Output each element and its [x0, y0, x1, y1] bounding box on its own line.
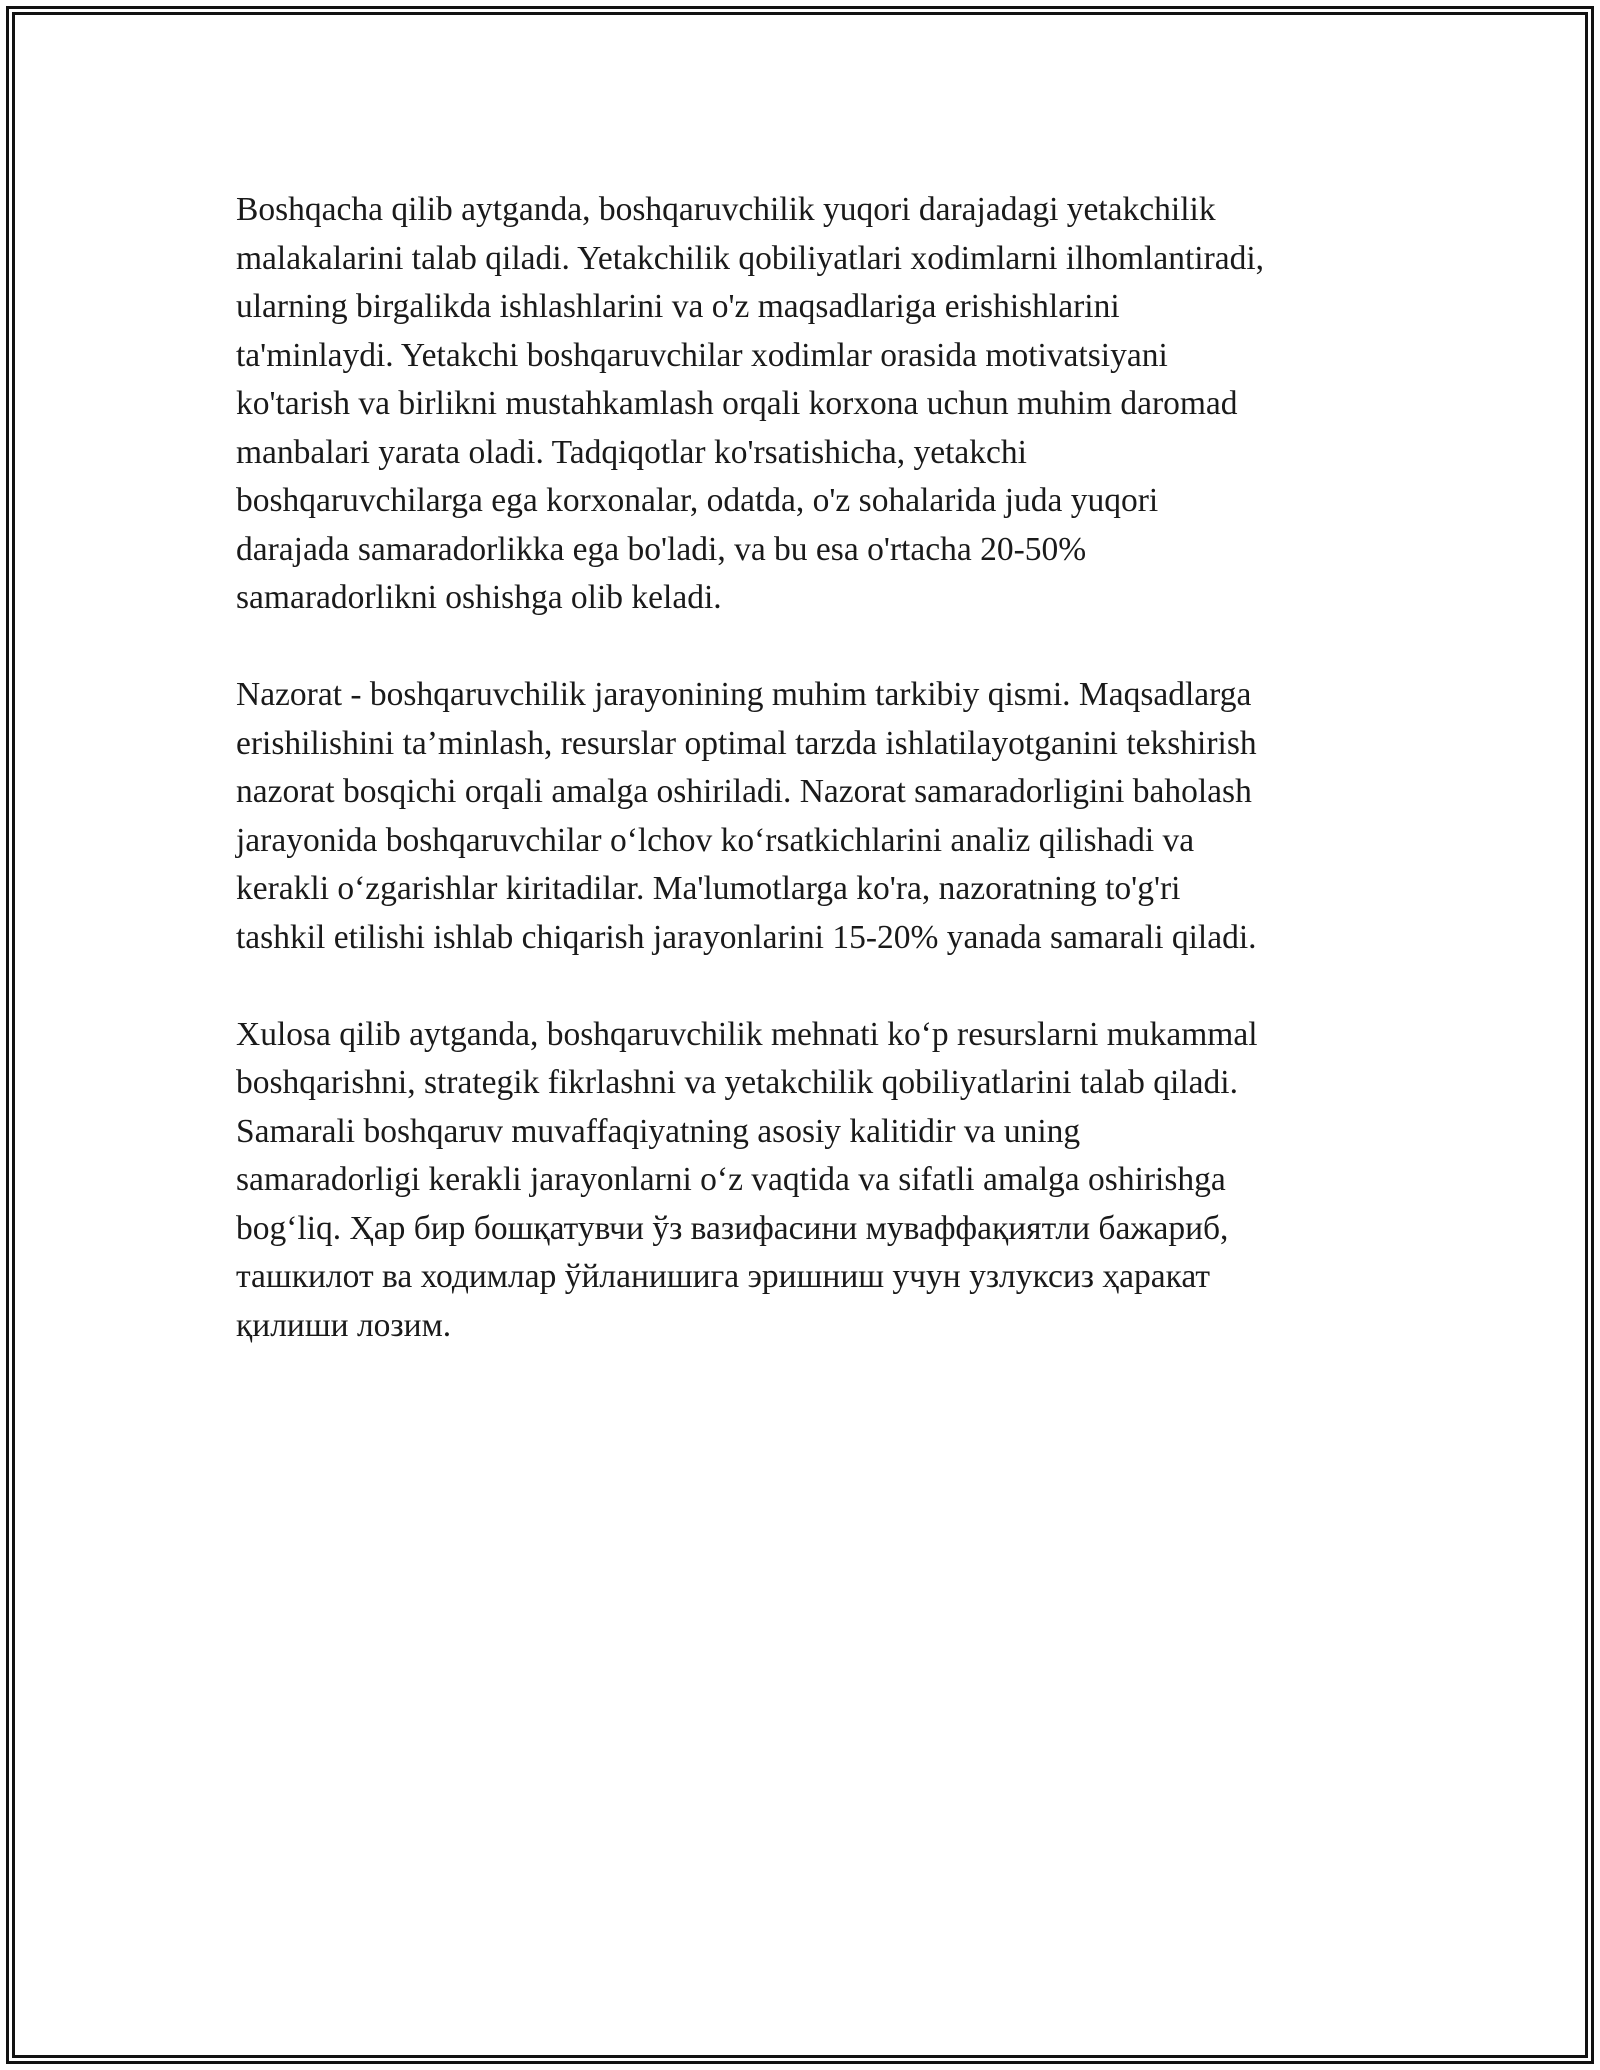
paragraph-leadership: Boshqacha qilib aytganda, boshqaruvchilik yuqori darajadagi yetakchilik malakalarini talab qiladi. Yetakchilik qobiliyatlari xodimlarni ilhomlantiradi, ularning birgalikda ishlashlarini va o'z maqsadlariga erishishlarini ta'minlaydi. Yetakchi boshqaruvchilar xodimlar orasida motivatsiyani ko'tarish va birlikni mustahkamlash orqali korxona uchun muhim daromad manbalari yarata oladi. Tadqiqotlar ko'rsatishicha, yetakchi boshqaruvchilarga ega korxonalar, odatda, o'z sohalarida juda yuqori darajada samaradorlikka ega bo'ladi, va bu esa o'rtacha 20-50% samaradorlikni oshishga olib keladi. [236, 191, 1265, 616]
paragraph-control: Nazorat - boshqaruvchilik jarayonining muhim tarkibiy qismi. Maqsadlarga erishilishini ta’minlash, resurslar optimal tarzda ishlatilayotganini tekshirish nazorat bosqichi orqali amalga oshiriladi. Nazorat samaradorligini baholash jarayonida boshqaruvchilar o‘lchov ko‘rsatkichlarini analiz qilishadi va kerakli o‘zgarishlar kiritadilar. Ma'lumotlarga ko'ra, nazoratning to'g'ri tashkil etilishi ishlab chiqarish jarayonlarini 15-20% yanada samarali qiladi. [236, 676, 1257, 956]
paragraph-conclusion: Xulosa qilib aytganda, boshqaruvchilik mehnati ko‘p resurslarni mukammal boshqarishni, strategik fikrlashni va yetakchilik qobiliyatlarini talab qiladi. Samarali boshqaruv muvaffaqiyatning asosiy kalitidir va uning samaradorligi kerakli jarayonlarni o‘z vaqtida va sifatli amalga oshirishga bog‘liq. Ҳар бир бошқатувчи ўз вазифасини муваффақиятли бажариб, ташкилот ва ходимлар ўйланишига эришниш учун узлуксиз ҳаракат қилиши лозим. [236, 1015, 1258, 1344]
document-body [236, 186, 1386, 1399]
